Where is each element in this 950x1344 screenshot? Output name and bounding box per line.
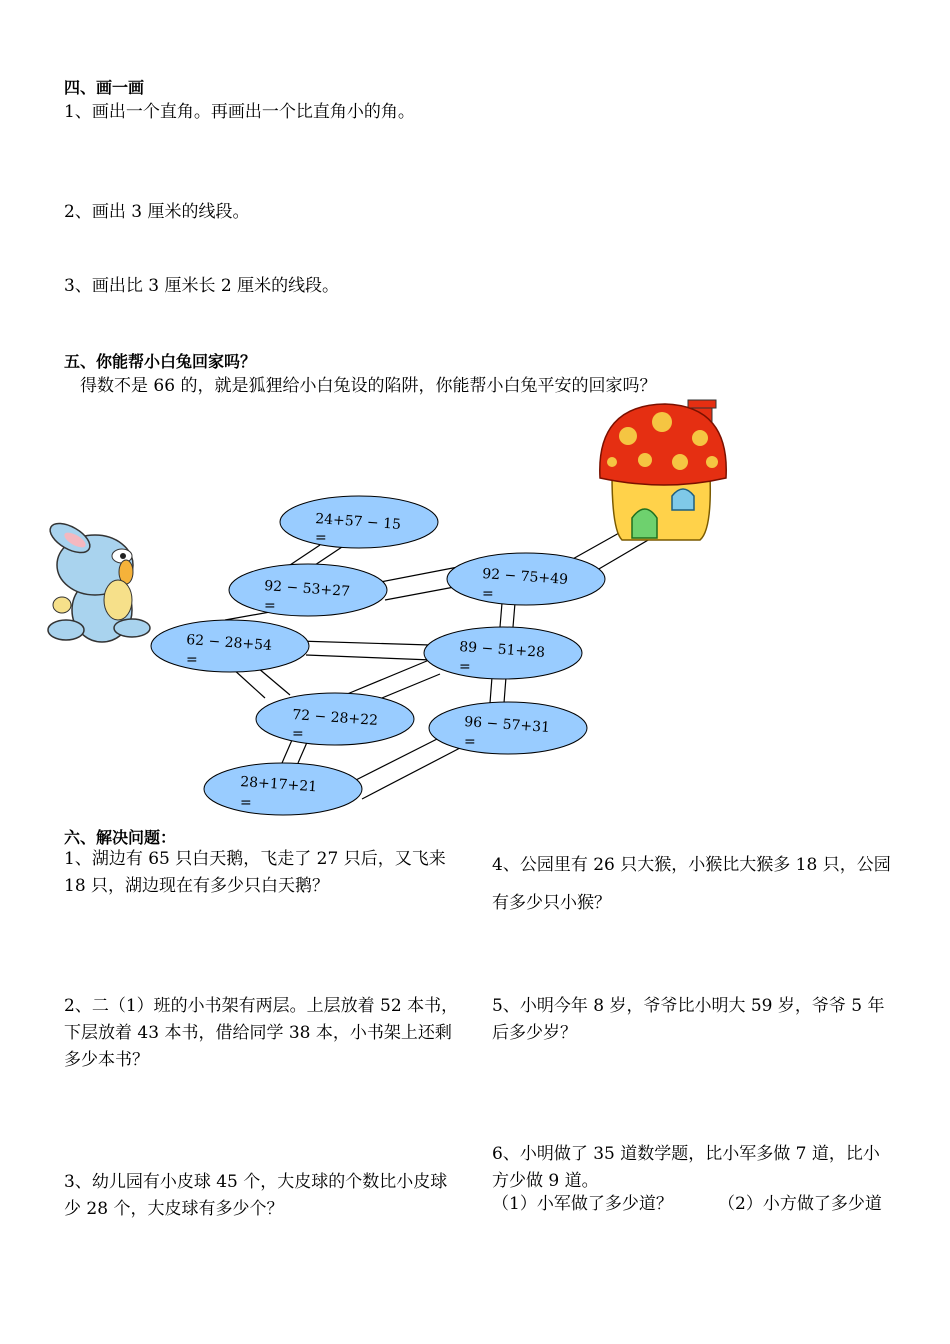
- oval-3: [151, 620, 309, 672]
- problem-3: 3、幼儿园有小皮球 45 个，大皮球的个数比小皮球少 28 个，大皮球有多少个？: [64, 1172, 448, 1219]
- oval-5-answer: =: [240, 795, 252, 811]
- problem-4: 4、公园里有 26 只大猴，小猴比大猴多 18 只，公园有多少只小猴？: [492, 855, 891, 913]
- question-4-3: 3、画出比 3 厘米长 2 厘米的线段。: [64, 276, 340, 296]
- oval-1-expr: 24+57 − 15: [314, 511, 402, 533]
- oval-2-answer: =: [264, 598, 276, 614]
- rabbit-maze: [0, 395, 950, 820]
- oval-5: [204, 763, 362, 815]
- oval-7-answer: =: [459, 659, 471, 675]
- oval-7-expr: 89 − 51+28: [458, 639, 546, 661]
- problem-2: 2、二（1）班的小书架有两层。上层放着 52 本书，下层放着 43 本书，借给同学 38 本，小书架上还剩多少本书？: [64, 996, 459, 1070]
- rabbit-icon: [45, 517, 150, 642]
- oval-3-expr: 62 − 28+54: [185, 632, 273, 654]
- question-4-2: 2、画出 3 厘米的线段。: [64, 202, 250, 222]
- oval-2-expr: 92 − 53+27: [263, 578, 351, 600]
- section-6-title: 六、解决问题：: [64, 828, 177, 847]
- oval-4-expr: 72 − 28+22: [291, 707, 379, 729]
- problem-6-part-2: （2）小方做了多少道: [718, 1194, 882, 1214]
- oval-4: [256, 693, 414, 745]
- oval-4-answer: =: [292, 726, 304, 742]
- problem-6: 6、小明做了 35 道数学题，比小军多做 7 道，比小方少做 9 道。: [492, 1144, 880, 1191]
- section-4-title: 四、画一画: [64, 78, 145, 97]
- problem-5: 5、小明今年 8 岁，爷爷比小明大 59 岁，爷爷 5 年后多少岁？: [492, 996, 885, 1043]
- oval-2: [229, 564, 387, 616]
- problem-6-part-1: （1）小军做了多少道？: [492, 1194, 673, 1214]
- oval-6-answer: =: [482, 586, 494, 602]
- oval-6-expr: 92 − 75+49: [481, 566, 569, 588]
- oval-5-expr: 28+17+21: [239, 774, 318, 796]
- section-5-intro: 得数不是 66 的，就是狐狸给小白兔设的陷阱，你能帮小白兔平安的回家吗？: [80, 376, 657, 396]
- question-4-1: 1、画出一个直角。再画出一个比直角小的角。: [64, 102, 415, 122]
- oval-1: [280, 496, 438, 548]
- oval-1-answer: =: [315, 530, 327, 546]
- oval-6: [447, 553, 605, 605]
- oval-8: [429, 702, 587, 754]
- oval-8-expr: 96 − 57+31: [463, 714, 551, 736]
- oval-7: [424, 627, 582, 679]
- section-5-title: 五、你能帮小白兔回家吗？: [64, 352, 257, 371]
- oval-8-answer: =: [464, 734, 476, 750]
- mushroom-house-icon: [600, 400, 726, 540]
- oval-3-answer: =: [186, 652, 198, 668]
- problem-1: 1、湖边有 65 只白天鹅，飞走了 27 只后，又飞来 18 只，湖边现在有多少只白天鹅？: [64, 849, 446, 896]
